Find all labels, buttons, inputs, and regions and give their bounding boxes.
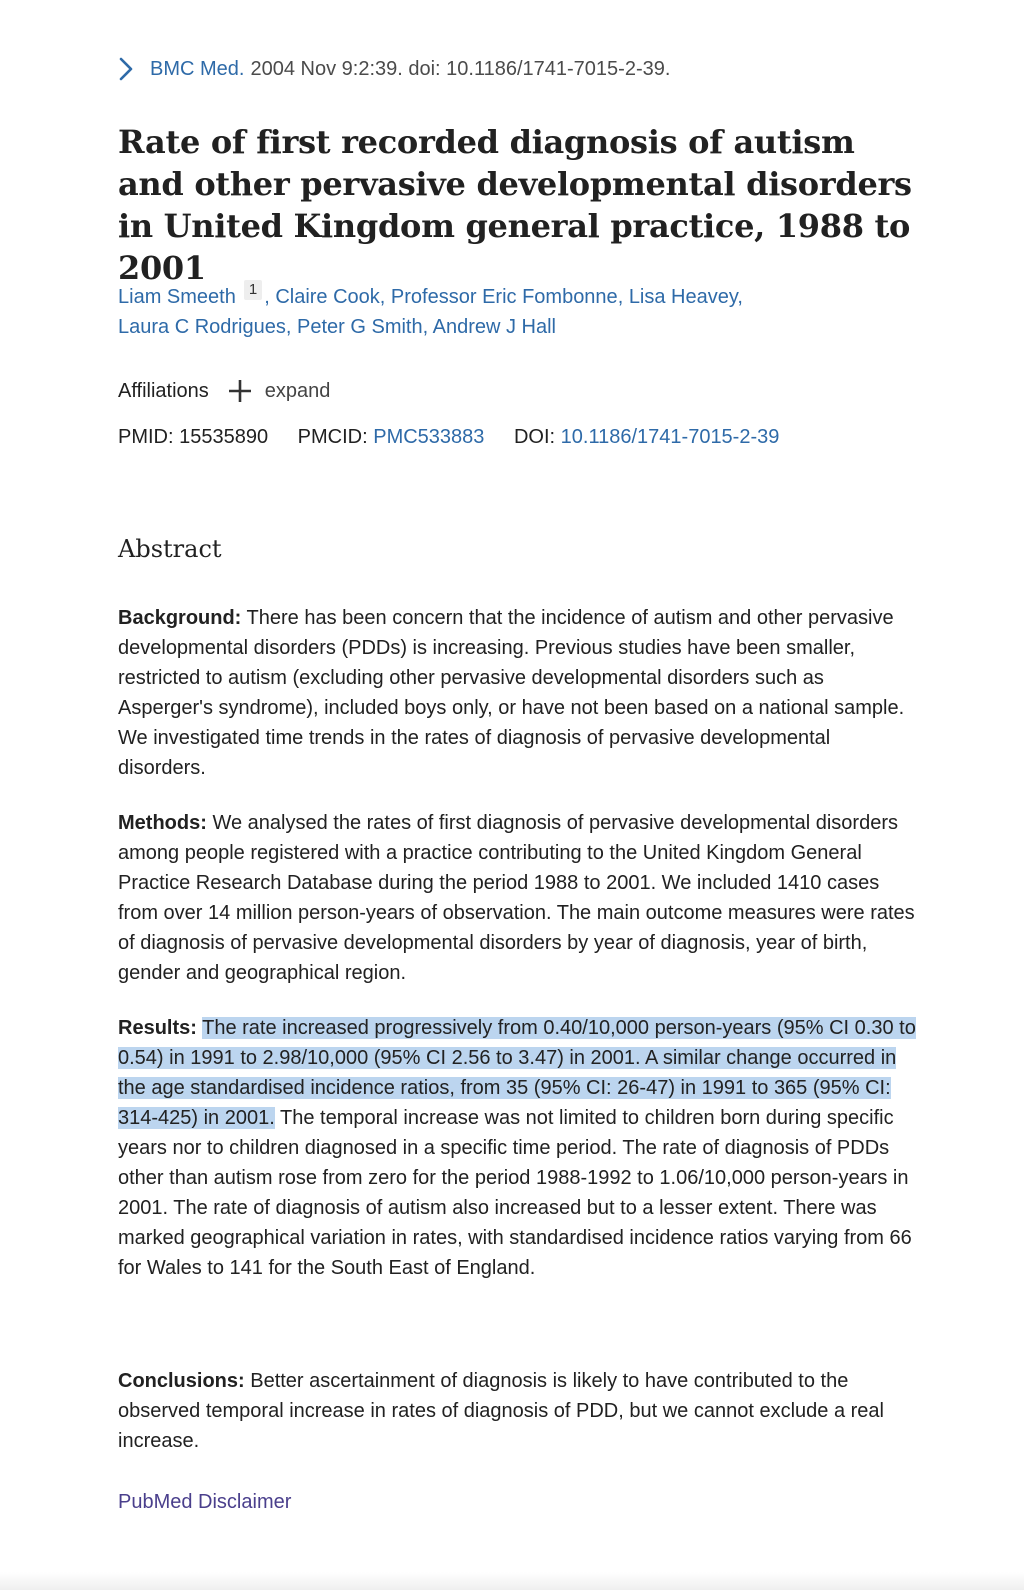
author-link[interactable]: Lisa Heavey bbox=[628, 286, 738, 308]
pmcid-link[interactable]: PMC533883 bbox=[373, 426, 485, 448]
results-label: Results: bbox=[118, 1017, 197, 1039]
conclusions-text: Better ascertainment of diagnosis is likely to have contributed to the observed temporal increase in rates of diagnosis of PDD, but we cannot exclude a real increase. bbox=[118, 1370, 884, 1452]
background-label: Background: bbox=[118, 607, 242, 629]
affiliation-number[interactable]: 1 bbox=[244, 280, 262, 300]
identifiers-line bbox=[118, 426, 779, 449]
author-separator: , bbox=[379, 286, 386, 308]
author-separator: , bbox=[264, 286, 270, 308]
results-text: The temporal increase was not limited to children born during specific years nor to children diagnosed in a specific time period. The rate of diagnosis of PDDs other than autism rose from zero for the period 1988-1992 to 1.06/10,000 person-years in 2001. The rate of diagnosis of autism also increased but to a lesser extent. There was marked geographical variation in rates, with standardised incidence ratios varying from 66 for Wales to 141 for the South East of England. bbox=[118, 1107, 912, 1279]
expand-label[interactable]: expand bbox=[264, 379, 331, 402]
doi-label: DOI: bbox=[513, 426, 556, 448]
results-highlighted-text: The rate increased progressively from 0.40/10,000 person-years (95% CI 0.30 to 0.54) in 1991 to 2.98/10,000 (95% CI 2.56 to 3.47) in 2001. A similar change occurred in the age standardised incidence ratios, from 35 (95% CI: 26-47) in 1991 to 365 (95% CI: 314-425) in 2001. bbox=[118, 1017, 916, 1129]
author-separator: , bbox=[737, 286, 743, 308]
author-separator: , bbox=[617, 286, 624, 308]
author-separator: , bbox=[422, 316, 429, 338]
abstract-heading: Abstract bbox=[118, 535, 222, 563]
author-link[interactable]: Liam Smeeth bbox=[118, 286, 236, 308]
affiliations-label: Affiliations bbox=[118, 379, 209, 402]
background-text: There has been concern that the incidence of autism and other pervasive developmental disorders (PDDs) is increasing. Previous studies have been smaller, restricted to autism (excluding other pervasive developmental disorders such as Asperger's syndrome), included boys only, or have not been based on a national sample. We investigated time trends in the rates of diagnosis of pervasive developmental disorders. bbox=[118, 607, 905, 779]
conclusions-label: Conclusions: bbox=[118, 1370, 245, 1392]
chevron-right-icon[interactable] bbox=[116, 55, 138, 83]
author-link[interactable]: Claire Cook bbox=[275, 286, 380, 308]
pmid-value: 15535890 bbox=[179, 426, 269, 448]
article-title: Rate of first recorded diagnosis of autism and other pervasive developmental disorders in United Kingdom general practice, 1988 to 2001 bbox=[118, 123, 912, 287]
author-link[interactable]: Peter G Smith bbox=[297, 316, 423, 338]
affiliations-toggle[interactable] bbox=[118, 378, 330, 404]
journal-link[interactable]: BMC Med. bbox=[150, 57, 245, 80]
abstract-conclusions bbox=[118, 1366, 918, 1456]
bottom-edge bbox=[0, 1572, 1024, 1590]
abstract-results bbox=[118, 1013, 918, 1283]
author-link[interactable]: Professor Eric Fombonne bbox=[390, 286, 618, 308]
methods-label: Methods: bbox=[118, 812, 207, 834]
abstract-background bbox=[118, 603, 918, 783]
pmcid-label: PMCID: bbox=[297, 426, 368, 448]
citation-details: 2004 Nov 9:2:39. doi: 10.1186/1741-7015-2-39. bbox=[250, 57, 671, 80]
abstract-methods bbox=[118, 808, 918, 988]
plus-icon[interactable] bbox=[227, 378, 253, 404]
citation-line bbox=[118, 55, 670, 83]
pmid-label: PMID: bbox=[118, 426, 174, 448]
author-link[interactable]: Andrew J Hall bbox=[432, 316, 557, 338]
pubmed-disclaimer-link[interactable]: PubMed Disclaimer bbox=[118, 1491, 292, 1513]
doi-link[interactable]: 10.1186/1741-7015-2-39 bbox=[560, 426, 780, 448]
author-separator: , bbox=[285, 316, 292, 338]
methods-text: We analysed the rates of first diagnosis of pervasive developmental disorders among people registered with a practice contributing to the United Kingdom General Practice Research Database during the period 1988 to 2001. We included 1410 cases from over 14 million person-years of observation. The main outcome measures were rates of diagnosis of pervasive developmental disorders by year of diagnosis, year of birth, gender and geographical region. bbox=[118, 812, 915, 984]
author-link[interactable]: Laura C Rodrigues bbox=[118, 316, 286, 338]
author-list bbox=[118, 280, 918, 342]
